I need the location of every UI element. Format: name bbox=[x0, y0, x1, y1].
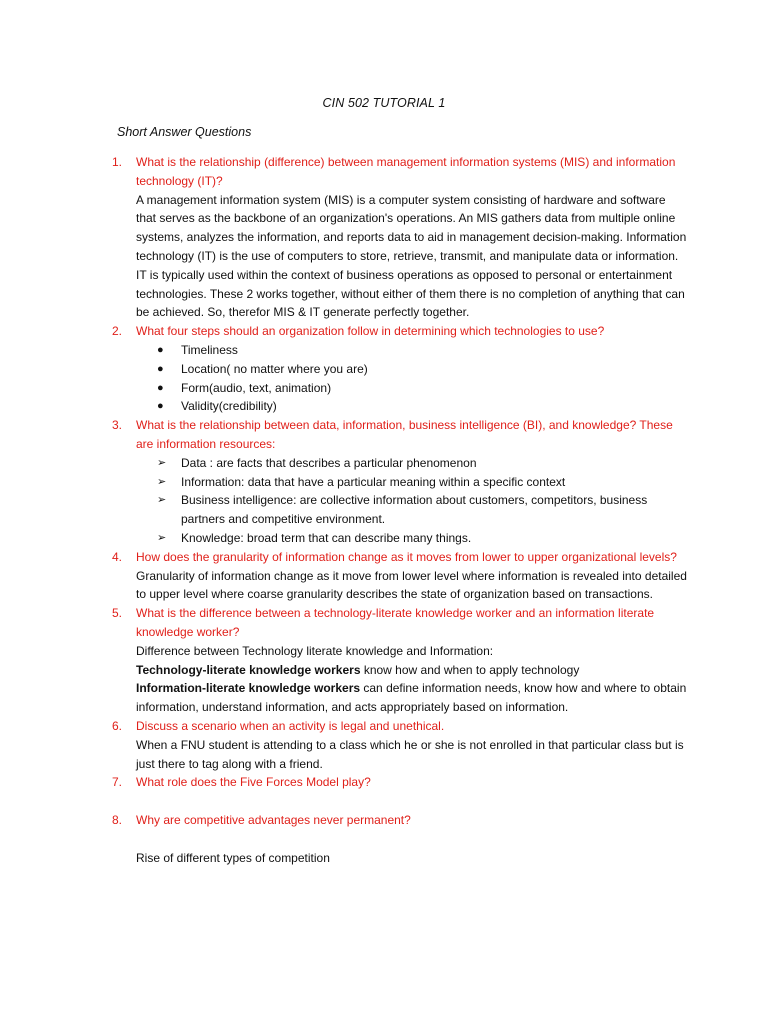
question-number: 4. bbox=[112, 549, 123, 564]
question-list bbox=[108, 153, 688, 868]
arrow-list bbox=[136, 454, 688, 548]
answer-text: Rise of different types of competition bbox=[136, 850, 330, 865]
arrow-bullet-icon: ➢ bbox=[157, 475, 167, 488]
question-text: What role does the Five Forces Model play? bbox=[136, 775, 371, 790]
question-text: What four steps should an organization follow in determining which technologies to use? bbox=[136, 324, 605, 339]
bullet-icon: ● bbox=[157, 400, 164, 413]
list-item: ● Location( no matter where you are) bbox=[136, 360, 688, 379]
answer-text: Granularity of information change as it move from lower level where information is revealed into detailed to upper level where coarse granularity describes the state of organization based on transactions. bbox=[136, 568, 687, 602]
spacer bbox=[136, 830, 688, 849]
question-text: Discuss a scenario when an activity is legal and unethical. bbox=[136, 718, 445, 733]
question-item-2 bbox=[108, 322, 688, 416]
question-text: What is the difference between a technology-literate knowledge worker and an information literate knowledge worker? bbox=[136, 606, 655, 639]
question-number: 7. bbox=[112, 775, 123, 790]
question-item-1 bbox=[108, 153, 688, 322]
question-item-6 bbox=[108, 717, 688, 773]
arrow-bullet-icon: ➢ bbox=[157, 456, 167, 469]
question-number: 6. bbox=[112, 718, 123, 733]
answer-text: A management information system (MIS) is a computer system consisting of hardware and software that serves as the backbone of an organization's operations. An MIS gathers data from multiple online systems, analyzes the information, and reports data to aid in management decision-making. Information technology (IT) is the use of computers to store, retrieve, transmit, and manipulate data or information. IT is typically used within the context of business operations as opposed to personal or entertainment technologies. These 2 works together, without either of them there is no completion of anything that can be achieved. So, therefor MIS & IT generate perfectly together. bbox=[136, 192, 687, 320]
bullet-icon: ● bbox=[157, 381, 164, 394]
arrow-bullet-icon: ➢ bbox=[157, 531, 167, 544]
bold-term: Information-literate knowledge workers bbox=[136, 681, 361, 696]
answer-line-technology bbox=[136, 661, 688, 680]
list-item: ➢ Data : are facts that describes a particular phenomenon bbox=[136, 454, 688, 473]
list-item: ● Form(audio, text, animation) bbox=[136, 379, 688, 398]
question-item-8 bbox=[108, 811, 688, 868]
answer-text: know how and when to apply technology bbox=[360, 662, 580, 677]
answer-text: can define information needs, know how and where to obtain information, understand information, and acts appropriately based on information. bbox=[136, 681, 687, 715]
answer-intro: Difference between Technology literate knowledge and Information: bbox=[136, 643, 494, 658]
list-item: ● Timeliness bbox=[136, 341, 688, 360]
question-text: What is the relationship between data, information, business intelligence (BI), and knowledge? These are information resources: bbox=[136, 418, 673, 451]
question-item-5 bbox=[108, 604, 688, 717]
answer-line-information bbox=[136, 679, 688, 717]
list-item: ➢ Knowledge: broad term that can describe many things. bbox=[136, 529, 688, 548]
list-item: ➢ Business intelligence: are collective information about customers, competitors, business partners and competitive environment. bbox=[157, 493, 648, 527]
question-number: 3. bbox=[112, 418, 123, 433]
list-item: ➢ Information: data that have a particular meaning within a specific context bbox=[136, 473, 688, 492]
bullet-icon: ● bbox=[157, 343, 164, 356]
question-number: 1. bbox=[112, 155, 123, 169]
bullet-list bbox=[136, 341, 688, 416]
section-heading: Short Answer Questions bbox=[117, 125, 252, 139]
question-text: What is the relationship (difference) between management information systems (MIS) and information technology (IT)? bbox=[136, 155, 676, 188]
question-item-7 bbox=[108, 773, 688, 792]
question-number: 2. bbox=[112, 324, 123, 339]
answer-text: When a FNU student is attending to a class which he or she is not enrolled in that particular class but is just there to tag along with a friend. bbox=[136, 737, 684, 771]
question-number: 5. bbox=[112, 606, 123, 621]
question-text: Why are competitive advantages never permanent? bbox=[136, 813, 411, 828]
document-title: CIN 502 TUTORIAL 1 bbox=[322, 96, 446, 110]
spacer bbox=[108, 792, 688, 811]
question-item-3 bbox=[108, 416, 688, 548]
bold-term: Technology-literate knowledge workers bbox=[136, 662, 361, 677]
arrow-bullet-icon: ➢ bbox=[157, 494, 167, 507]
question-item-4 bbox=[108, 548, 688, 604]
question-text: How does the granularity of information change as it moves from lower to upper organizational levels? bbox=[136, 549, 677, 564]
bullet-icon: ● bbox=[157, 362, 164, 375]
question-number: 8. bbox=[112, 813, 123, 828]
list-item: ● Validity(credibility) bbox=[136, 397, 688, 416]
